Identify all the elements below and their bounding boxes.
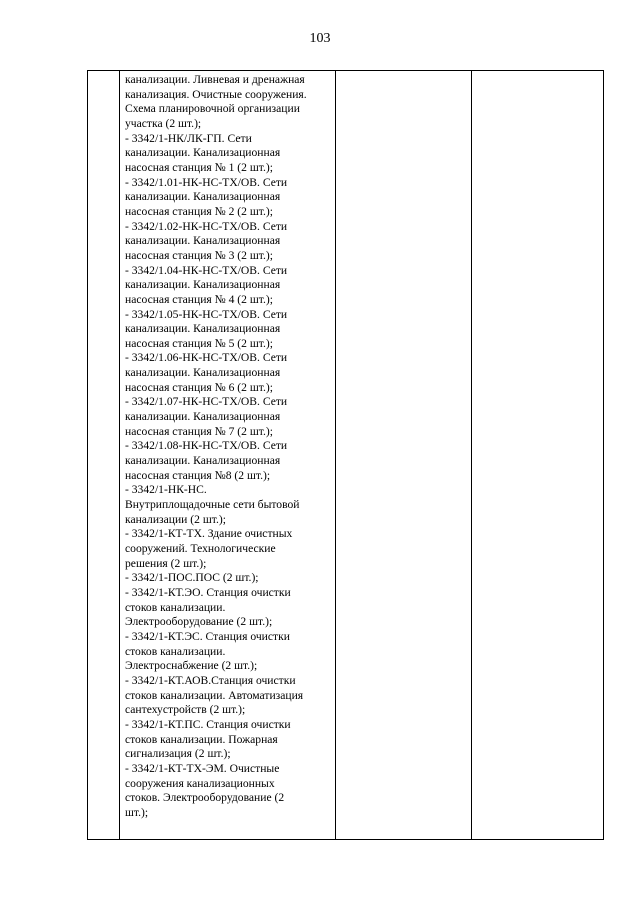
text-line: стоков канализации. Автоматизация [125,688,304,702]
text-line: - 3342/1.04-НК-НС-ТХ/ОВ. Сети [125,263,288,277]
text-line: Электрооборудование (2 шт.); [125,615,273,629]
text-line: насосная станция № 7 (2 шт.); [125,424,273,438]
text-line: насосная станция № 4 (2 шт.); [125,292,273,306]
text-line: Внутриплощадочные сети бытовой [125,498,300,512]
text-line: канализации. Канализационная [125,454,281,468]
text-line: канализации. Канализационная [125,322,281,336]
text-line: насосная станция № 1 (2 шт.); [125,160,273,174]
text-line: канализации. Ливневая и дренажная [125,73,305,86]
text-line: стоков канализации. Пожарная [125,732,278,746]
documents-list [120,71,335,839]
text-line: канализации (2 шт.); [125,512,226,526]
text-line: - 3342/1-КТ-ТХ-ЭМ. Очистные [125,761,280,775]
text-line: канализация. Очистные сооружения. [125,87,307,101]
text-line: - 3342/1.08-НК-НС-ТХ/ОВ. Сети [125,439,288,453]
text-line: насосная станция № 3 (2 шт.); [125,248,273,262]
text-line: стоков канализации. [125,600,226,614]
text-line: - 3342/1-КТ.ЭС. Станция очистки [125,629,290,643]
text-line: участка (2 шт.); [125,116,202,130]
document-table [87,70,604,840]
table-cell-empty [472,71,604,840]
text-line: - 3342/1.06-НК-НС-ТХ/ОВ. Сети [125,351,288,365]
text-line: канализации. Канализационная [125,410,281,424]
text-line: - 3342/1.02-НК-НС-ТХ/ОВ. Сети [125,219,288,233]
table-row [88,71,604,840]
text-line: Схема планировочной организации [125,102,300,116]
text-line: - 3342/1-КТ.ЭО. Станция очистки [125,585,291,599]
text-line: - 3342/1-НК/ЛК-ГП. Сети [125,131,252,145]
text-line: Электроснабжение (2 шт.); [125,659,258,673]
text-line: насосная станция № 2 (2 шт.); [125,204,273,218]
text-line: шт.); [125,805,149,819]
text-line: - 3342/1-ПОС.ПОС (2 шт.); [125,571,259,585]
text-line: сигнализация (2 шт.); [125,747,231,761]
table-cell-index [88,71,120,840]
text-line: канализации. Канализационная [125,366,281,380]
text-line: сантехустройств (2 шт.); [125,703,246,717]
text-line: сооружения канализационных [125,776,275,790]
text-line: канализации. Канализационная [125,146,281,160]
page-number: 103 [309,31,331,46]
text-line: насосная станция № 6 (2 шт.); [125,380,273,394]
text-line: насосная станция № 5 (2 шт.); [125,336,273,350]
text-line: насосная станция №8 (2 шт.); [125,468,271,482]
text-line: - 3342/1.01-НК-НС-ТХ/ОВ. Сети [125,175,288,189]
text-line: решения (2 шт.); [125,556,207,570]
text-line: канализации. Канализационная [125,190,281,204]
text-line: - 3342/1-КТ-ТХ. Здание очистных [125,527,293,541]
text-line: - 3342/1-НК-НС. [125,483,207,497]
table-cell-documents [120,71,336,840]
text-line: канализации. Канализационная [125,278,281,292]
text-line: - 3342/1.05-НК-НС-ТХ/ОВ. Сети [125,307,288,321]
text-line: сооружений. Технологические [125,542,276,555]
text-line: - 3342/1-КТ.ПС. Станция очистки [125,717,291,731]
text-line: стоков канализации. [125,644,226,658]
text-line: - 3342/1.07-НК-НС-ТХ/ОВ. Сети [125,395,288,409]
text-line: - 3342/1-КТ.АОВ.Станция очистки [125,673,296,687]
table-cell-empty [336,71,472,840]
text-line: стоков. Электрооборудование (2 [125,791,285,805]
text-line: канализации. Канализационная [125,234,281,248]
